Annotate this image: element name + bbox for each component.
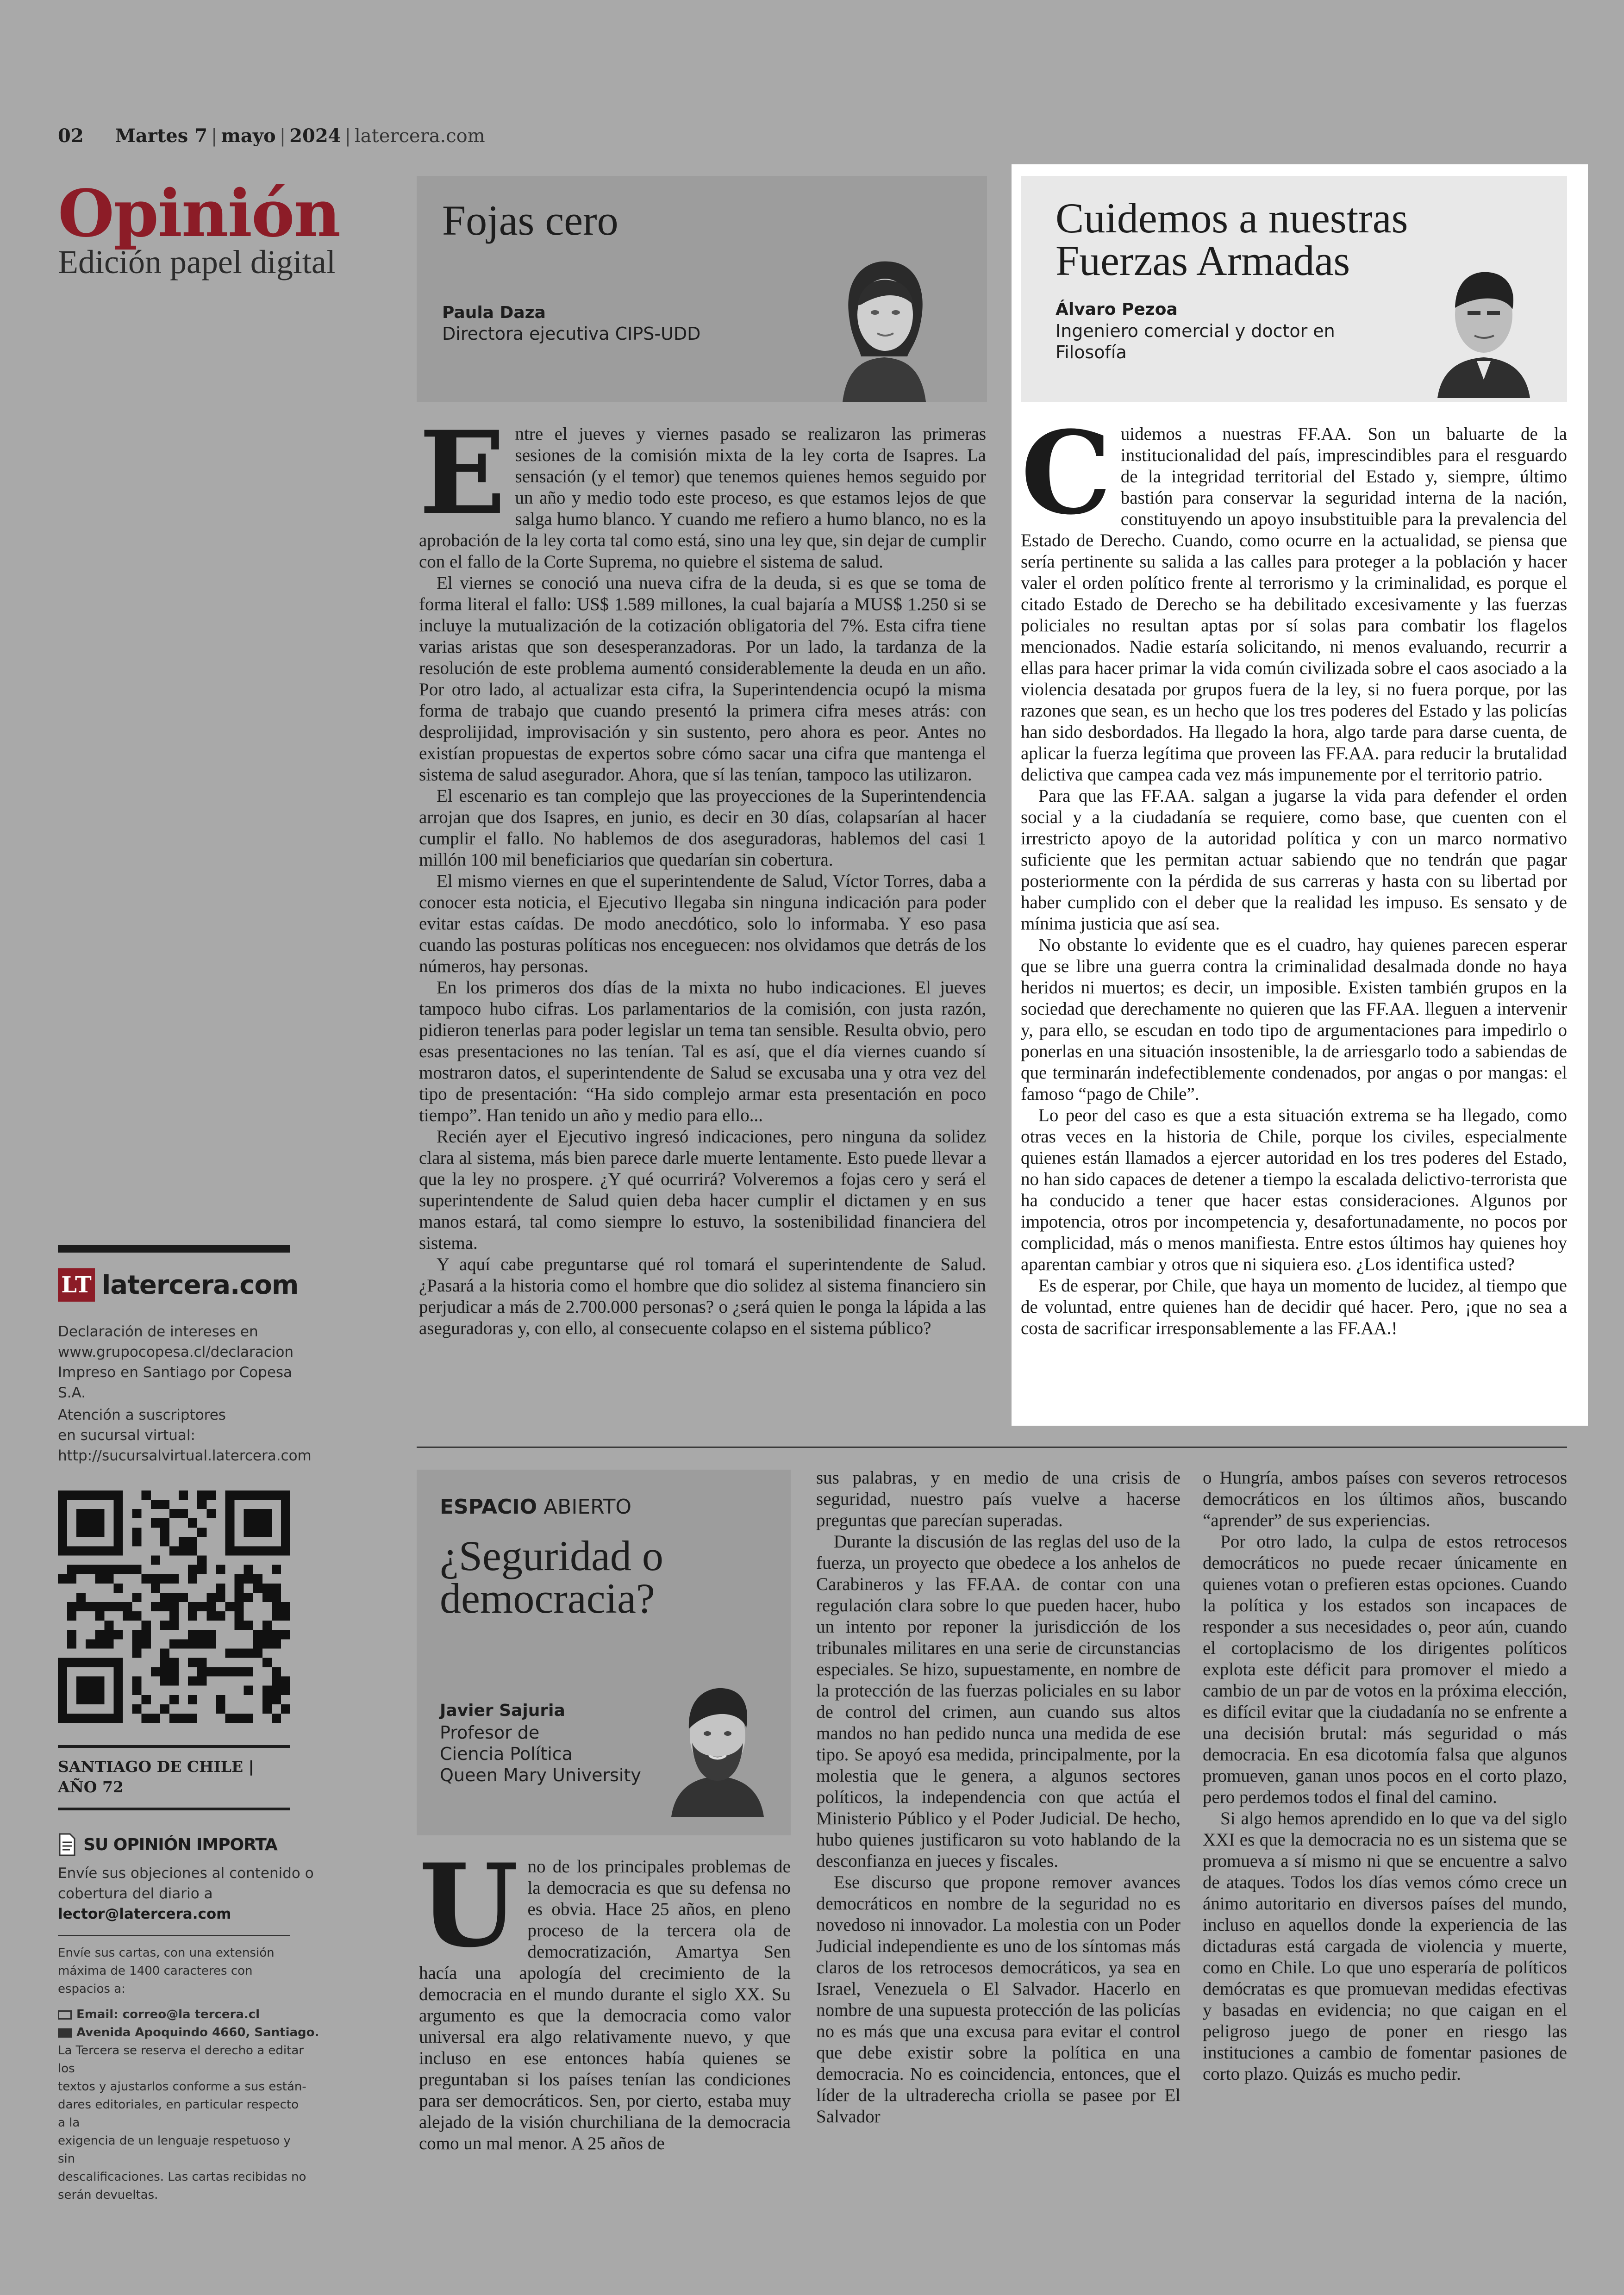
article2-author-role: Ingeniero comercial y doctor en Filosofía [1056,321,1335,362]
article1-paragraph: El escenario es tan complejo que las proyecciones de la Superintendencia arrojan que dos Isapres, en junio, es decir en 30 días, colapsarían al hacer cumplir el fallo. No hablemos de dos aseguradoras, hablemos del casi 1 millón 100 mil beneficiarios que quedarían sin cobertura. [419,786,986,870]
article3-role-line1: Profesor de [440,1722,540,1743]
article3-paragraph: sus palabras, y en medio de una crisis de seguridad, nuestro país vuelve a hacerse preguntas que parecían superadas. [816,1468,1181,1530]
document-icon [58,1833,76,1856]
article2-author: Álvaro Pezoa [1056,300,1178,319]
article2-paragraph: No obstante lo evidente que es el cuadro, hay quienes parecen esperar que se libre una guerra contra la criminalidad desalmada donde no haya heridos ni muertos; es decir, un imposible. Existen también grupos en la sociedad que derechamente no quieren que las FF.AA. lleguen a intervenir y, para ello, se escudan en todo tipo de argumentaciones para impedirlo o ponerlas en una situación insostenible, la de arriesgarlo todo a sabiendas de que terminarán indefectiblemente condenados, por angas o por mangas: el famoso “pago de Chile”. [1021,935,1567,1104]
section-title: Opinión [58,176,340,252]
article1-paragraph: Y aquí cabe preguntarse qué rol tomará el superintendente de Salud. ¿Pasará a la historia como el hombre que dio solidez al sistema financiero sin perjudicar a más de 2.700.000 personas? o ¿será quien le ponga la lápida a las aseguradoras y, con ello, al consecuente colapso en el sistema público? [419,1254,986,1338]
article3-paragraph: Si algo hemos aprendido en lo que va del siglo XXI es que la democracia no es un sistema que se promueva a sí mismo ni que se encuentre a salvo de ataques. Todos los días vemos cómo crece un ánimo autoritario en diversos países del mundo, incluso en aquellos donde la experiencia de las dictaduras está cargada de violencia y muerte, como en Chile. Lo que uno esperaría de políticos demócratas es que promuevan medidas efectivas y basadas en evidencia; no que caigan en el peligroso juego de poner en riesgo las instituciones a cambio de fomentar pasiones de corto plazo. Quizás es mucho pedir. [1203,1809,1567,2084]
article2-title-line1: Cuidemos a nuestras [1056,194,1408,242]
article2-author-portrait [1428,259,1539,398]
article2-paragraph: uidemos a nuestras FF.AA. Son un baluarte de la institucionalidad del país, imprescindibles para el resguardo de la integridad territorial del Estado y, siempre, último bastión para conservar la seguridad interna de la nación, constituyendo un apoyo insubstituible para la prevalencia del Estado de Derecho. Cuando, como ocurre en la actualidad, se piensa que sería pertinente su salida a las calles para proteger a la población y hacer valer el orden político frente al terrorismo y la criminalidad, es porque el citado Estado de Derecho se ha debilitado excesivamente y las fuerzas policiales no resultan aptas por sí solas para combatir los flagelos mencionados. Nadie estaría solicitando, ni menos evaluando, recurrir a ellas para hacer primar la vida común civilizada sobre el caos asociado a la violencia desatada por grupos fuera de la ley, si no fuera porque, por las razones que sean, es un hecho que los tres poderes del Estado y las policías han sido desbordados. Ha llegado la hora, algo tarde para darse cuenta, de aplicar la fuerza legítima que proveen las FF.AA. para reducir la brutalidad delictiva que campea cada vez más impunemente por el territorio patrio. [1021,424,1567,785]
sidebar-top-rule [58,1245,290,1253]
opinion-line: Envíe sus objeciones al contenido o [58,1865,314,1882]
article3-column-3 [1203,1467,1567,2085]
article3-role-line3: Queen Mary University [440,1765,641,1785]
article1-paragraph: En los primeros dos días de la mixta no hubo indicaciones. El jueves tampoco hubo cifras. Los parlamentarios de la comisión, con justa razón, pidieron tenerlas para poder legislar un tema tan sensible. Resulta obvio, pero esas presentaciones no las tenían. Tal es así, que el día viernes cuando sí mostraron datos, el superintendente de Salud se excusaba una y otra vez del tipo de presentación: “Ha sido complejo armar esta presentación en poco tiempo”. Han tenido un año y medio para ello... [419,978,986,1125]
article3-paragraph: Durante la discusión de las reglas del uso de la fuerza, un proyecto que obedece a los anhelos de Carabineros y las FF.AA. de contar con una regulación clara sobre lo que pueden hacer, hubo un intento por reponer la jurisdicción de los tribunales militares en una serie de circunstancias especiales. Se hizo, supuestamente, en nombre de la protección de las fuerzas policiales en su labor de control del crimen, aun cuando sus altos mandos no han pedido nunca una medida de ese tipo. Se apoyó esa medida, principalmente, por la molestia que le genera, a algunos sectores políticos, la independencia con que actúa el Ministerio Público y el Poder Judicial. De hecho, hubo quienes justificaron su voto hablando de la desconfianza en jueces y fiscales. [816,1532,1181,1871]
article3-column-1 [419,1839,791,2154]
article3-author: Javier Sajuria [440,1701,565,1720]
page-number: 02 [58,125,84,147]
article1-author-role: Directora ejecutiva CIPS-UDD [442,324,701,344]
page-folio: 02 Martes 7 | mayo | 2024 | latercera.com [58,125,485,147]
article2-paragraph: Lo peor del caso es que a esta situación extrema se ha llegado, como otras veces en la historia de Chile, porque los civiles, especialmente quienes están llamados a ejercer autoridad en los tres poderes del Estado, no han sido capaces de detener a tiempo la escalada delictivo-terrorista que ha conducido a tener que hacer estas consideraciones. Algunos por impotencia, otros por incompetencia y, desafortunadamente, no pocos por complicidad, más o menos manifiesta. Entre estos últimos hay quienes hoy aparentan cambiar y otros que ni siquiera eso. ¿Los identifica usted? [1021,1105,1567,1274]
article3-kicker-bold: ESPACIO [440,1495,537,1519]
article1-header-box [417,176,987,402]
folio-month: mayo [221,125,276,147]
qr-code[interactable] [58,1491,290,1723]
opinion-info [58,1863,317,1924]
section-subtitle: Edición papel digital [58,243,336,281]
sidebar-logo[interactable] [58,1268,298,1305]
logo-mark: LT [58,1268,95,1302]
year-label: AÑO 72 [58,1778,124,1796]
notice-line: exigencia de un lenguaje respetuoso y sin [58,2134,291,2166]
address-icon [58,2028,72,2038]
section-divider [417,1447,1567,1448]
sidebar-city [58,1757,254,1797]
article2-body [1021,406,1567,1339]
article1-body [419,406,986,1339]
article3-author-role [440,1722,641,1786]
city-label: SANTIAGO DE CHILE | [58,1758,254,1776]
article3-header-box [417,1470,791,1835]
article3-paragraph: Por otro lado, la culpa de estos retrocesos democráticos no puede recaer únicamente en quienes votan o prefieren estas opciones. Cuando la política y los estados son incapaces de responder a sus necesidades o, peor aún, cuando el cortoplacismo de los dirigentes políticos explota este déficit para promover el miedo a cambio de un par de votos en la próxima elección, es difícil evitar que la ciudadanía no se enfrente a una decisión brutal: más seguridad o más democracia. En esa dicotomía falsa que algunos promueven, ganan unos pocos en el corto plazo, pero perdemos todos el final del camino. [1203,1532,1567,1807]
article3-author-portrait [667,1678,768,1817]
letters-line: espacios a: [58,1982,125,1996]
email-label[interactable]: Email: correo@la tercera.cl [76,2008,260,2021]
notice-line: descalificaciones. Las cartas recibidas no [58,2170,306,2184]
notice-line: La Tercera se reserva el derecho a editar los [58,2044,304,2076]
subscribers-line: en sucursal virtual: [58,1427,195,1444]
sidebar-declaration [58,1322,317,1403]
opinion-heading [58,1833,277,1856]
folio-site[interactable]: latercera.com [354,125,485,147]
notice-line: textos y ajustarlos conforme a sus están- [58,2080,306,2094]
article1-paragraph: El mismo viernes en que el superintendente de Salud, Víctor Torres, daba a conocer esta noticia, el Ejecutivo llegaba sin ninguna indicación para poder evitar estas caídas. De modo anecdótico, solo lo informaba. Y eso pasa cuando las posturas políticas nos enceguecen: nos olvidamos que detrás de los números, hay personas. [419,871,986,976]
article2-paragraph: Es de esperar, por Chile, que haya un momento de lucidez, al tiempo que de voluntad, entre quienes han de decidir qué hacer. Pero, ¡que no sea a costa de sacrificar irresponsablemente a las FF.AA.! [1021,1276,1567,1338]
letters-info [58,1944,319,2204]
folio-day: Martes 7 [115,125,208,147]
notice-line: dares editoriales, en particular respecto a la [58,2098,299,2130]
subscribers-link[interactable]: http://sucursalvirtual.latercera.com [58,1447,312,1464]
article2-dropcap: C [1021,406,1112,540]
declaration-link[interactable]: www.grupocopesa.cl/declaracion [58,1344,294,1360]
article2-header-box [1021,176,1567,402]
logo-text: latercera.com [102,1270,299,1300]
article2-title [1056,194,1408,284]
article1-author-portrait [815,250,954,402]
article3-title-line2: democracia? [440,1575,655,1622]
address-label: Avenida Apoquindo 4660, Santiago. [76,2026,319,2039]
article1-paragraph: Recién ayer el Ejecutivo ingresó indicaciones, pero ninguna da solidez clara al sistema, más bien parece darle muerte lentamente. Esto puede llevar a que la ley no prospere. ¿Y qué ocurrirá? Volveremos a fojas cero y será el superintendente de Salud quien deba hacer cumplir el dictamen y en sus manos estará, tal como siempre lo estuvo, la sostenibilidad financiera del sistema. [419,1127,986,1253]
article1-paragraph: El viernes se conoció una nueva cifra de la deuda, si es que se toma de forma literal el fallo: US$ 1.589 millones, la cual bajaría a MUS$ 1.250 si se incluye la mutualización de la cotización obligatoria del 7%. Esta cifra tiene varias aristas que son desesperanzadoras. Por un lado, la tardanza de la resolución de este problema aumentó considerablemente la deuda en un año. Por otro lado, al actualizar esta cifra, la Superintendencia ocupó la misma forma de trabajo que cuando presentó la primera cifra meses atrás: con desprolijidad, improvisación y sin sustento, pero ahora es peor. Antes no existían propuestas de expertos sobre cómo sacar una cifra que mantenga el sistema de salud asegurador. Ahora, que sí las tenían, tampoco las utilizaron. [419,573,986,785]
article3-dropcap: U [419,1839,518,1973]
sidebar-rule [58,1745,290,1748]
article1-dropcap: E [419,406,506,540]
article3-paragraph: Ese discurso que propone remover avances democráticos en nombre de la seguridad no es novedoso ni innovador. La molestia con un Poder Judicial independiente es uno de los síntomas más claros de los retrocesos democráticos, ya sea en Israel, Venezuela o El Salvador. Hacerlo en nombre de una supuesta protección de las policías no es más que una excusa para evitar el control que debe existir sobre la política en una democracia. No es coincidencia, entonces, que el líder de la ultraderecha criolla se pasee por El Salvador [816,1872,1181,2127]
opinion-email[interactable]: lector@latercera.com [58,1906,231,1922]
article3-column-2 [816,1467,1181,2127]
print-info: Impreso en Santiago por Copesa S.A. [58,1364,293,1401]
article3-kicker-light: ABIERTO [543,1495,632,1519]
subscribers-line: Atención a suscriptores [58,1407,226,1423]
declaration-line: Declaración de intereses en [58,1323,258,1340]
article3-paragraph: o Hungría, ambos países con severos retrocesos democráticos en los últimos años, buscando “aprender” de sus experiencias. [1203,1468,1567,1530]
mail-icon [58,2010,72,2020]
article3-title [440,1534,663,1620]
article3-role-line2: Ciencia Política [440,1744,573,1764]
article2-paragraph: Para que las FF.AA. salgan a jugarse la vida para defender el orden social y a la ciudadanía se requiere, como base, que cuenten con el irrestricto apoyo de la autoridad política y con un marco normativo suficiente que les permitan actuar sabiendo que no tendrán que pagar posteriormente con la pérdida de sus carreras y hasta con su libertad por haber cumplido con el deber que la realidad les impuso. Es sensato y de mínima justicia que así sea. [1021,786,1567,934]
sidebar-rule [58,1808,290,1810]
notice-line: serán devueltas. [58,2188,158,2202]
opinion-line: cobertura del diario a [58,1885,213,1902]
article1-title: Fojas cero [442,197,618,244]
article1-paragraph: ntre el jueves y viernes pasado se realizaron las primeras sesiones de la comisión mixta de la ley corta de Isapres. La sensación (y el temor) que tenemos quienes hemos seguido por un año y medio todo este proceso, es que estamos lejos de que salga humo blanco. Y cuando me refiero a humo blanco, no es la aprobación de la ley corta tal como está, sino una ley que, sin dejar de cumplir con el fallo de la Corte Suprema, no quiebre el sistema de salud. [419,424,986,572]
article1-author: Paula Daza [442,303,546,322]
sidebar-subscribers [58,1405,317,1466]
folio-year: 2024 [289,125,341,147]
article2-title-line2: Fuerzas Armadas [1056,237,1350,284]
letters-line: Envíe sus cartas, con una extensión [58,1946,275,1960]
sidebar-rule [58,1935,290,1936]
article3-paragraph: no de los principales problemas de la democracia es que su defensa no es obvia. Hace 25 años, en pleno proceso de la tercera ola de democratización, Amartya Sen hacía una apología del crecimiento de la democracia en el mundo durante el siglo XX. Su argumento es que la democracia como valor universal era algo relativamente nuevo, y que incluso en ese entonces había quienes se preguntaban si los países tenían las condiciones para ser democráticos. Sen, por cierto, estaba muy alejado de la visión churchiliana de la democracia como un mal menor. A 25 años de [419,1857,791,2153]
article3-title-line1: ¿Seguridad o [440,1532,663,1579]
letters-line: máxima de 1400 caracteres con [58,1964,253,1978]
article3-kicker [440,1495,631,1519]
opinion-title: SU OPINIÓN IMPORTA [83,1835,277,1854]
